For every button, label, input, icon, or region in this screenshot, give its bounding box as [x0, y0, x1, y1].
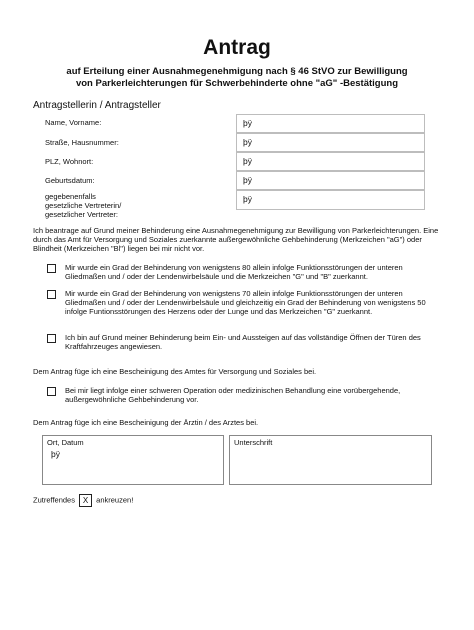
- representative-field[interactable]: þÿ: [236, 190, 425, 210]
- street-field[interactable]: þÿ: [236, 133, 425, 152]
- option-gdb80-checkbox[interactable]: [47, 264, 56, 273]
- option-temporary-checkbox[interactable]: [47, 387, 56, 396]
- option-doors-checkbox[interactable]: [47, 334, 56, 343]
- place-date-value[interactable]: þÿ: [51, 449, 60, 459]
- intro-paragraph: Ich beantrage auf Grund meiner Behinderung eine Ausnahmegenehmigung zur Bewilligung von Parkerleichterungen. Eine durch das Amt für Versorgung und Soziales zuerkannte außergewöhnliche Gehbehinderung (Merkzeichen "aG") oder Blindheit (Merkzeichen "Bl") liegen bei mir nicht vor.: [33, 226, 439, 253]
- field-row-street: [38, 133, 426, 152]
- place-date-box[interactable]: [42, 435, 224, 485]
- legend-hint: [33, 494, 133, 507]
- field-row-birthdate: [38, 171, 426, 190]
- signature-label: Unterschrift: [234, 438, 273, 447]
- field-row-representative: [38, 190, 426, 219]
- field-label-birthdate: Geburtsdatum:: [45, 176, 95, 185]
- option-gdb80-text: Mir wurde ein Grad der Behinderung von wenigstens 80 allein infolge Funktionsstörungen der unteren Gliedmaßen und / oder der Lendenwirbelsäule und die Merkzeichen "G" und "B" zuerkannt.: [65, 263, 403, 281]
- option-doors-text: Ich bin auf Grund meiner Behinderung beim Ein- und Aussteigen auf das vollständige Öffnen der Türen des Kraftfahrzeuges angewiesen.: [65, 333, 421, 351]
- subtitle-line-2: von Parkerleichterungen für Schwerbehinderte ohne "aG" -Bestätigung: [75, 77, 399, 89]
- option-temporary-text: Bei mir liegt infolge einer schweren Operation oder medizinischen Behandlung eine vorübergehende, außergewöhnliche Gehbehinderung vor.: [65, 386, 401, 404]
- form-title: Antrag: [203, 36, 271, 59]
- option-gdb70-text: Mir wurde ein Grad der Behinderung von wenigstens 70 allein infolge Funktionsstörungen der unteren Gliedmaßen und / oder der Lendenwirbelsäule und gleichzeitig ein Grad der Behinderung von wenigstens 50 infolge Funtionsstörungen des Herzens oder der Lunge und das Merkzeichen "G" zuerkannt.: [65, 289, 426, 316]
- zip-city-field[interactable]: þÿ: [236, 152, 425, 171]
- birthdate-field[interactable]: þÿ: [236, 171, 425, 190]
- applicant-fields: [38, 114, 426, 219]
- attachment-office-note: Dem Antrag füge ich eine Bescheinigung des Amtes für Versorgung und Soziales bei.: [33, 367, 317, 376]
- legend-after: ankreuzen!: [96, 495, 134, 505]
- place-date-label: Ort, Datum: [47, 438, 84, 447]
- field-row-name: [38, 114, 426, 133]
- field-row-zip-city: [38, 152, 426, 171]
- signature-box[interactable]: [229, 435, 432, 485]
- field-label-zip-city: PLZ, Wohnort:: [45, 157, 94, 166]
- legend-before: Zutreffendes: [33, 495, 75, 505]
- option-gdb70-checkbox[interactable]: [47, 290, 56, 299]
- form-subtitle: [0, 66, 474, 89]
- name-field[interactable]: þÿ: [236, 114, 425, 133]
- subtitle-line-1: auf Erteilung einer Ausnahmegenehmigung nach § 46 StVO zur Bewilligung: [66, 66, 408, 77]
- field-label-representative: gegebenenfalls gesetzliche Vertreterin/ gesetzlicher Vertreter:: [45, 192, 122, 219]
- field-label-name: Name, Vorname:: [45, 118, 102, 127]
- applicant-section-heading: Antragstellerin / Antragsteller: [33, 100, 161, 111]
- legend-x-mark: X: [79, 494, 92, 507]
- field-label-street: Straße, Hausnummer:: [45, 138, 119, 147]
- attachment-doctor-note: Dem Antrag füge ich eine Bescheinigung der Ärztin / des Arztes bei.: [33, 418, 259, 427]
